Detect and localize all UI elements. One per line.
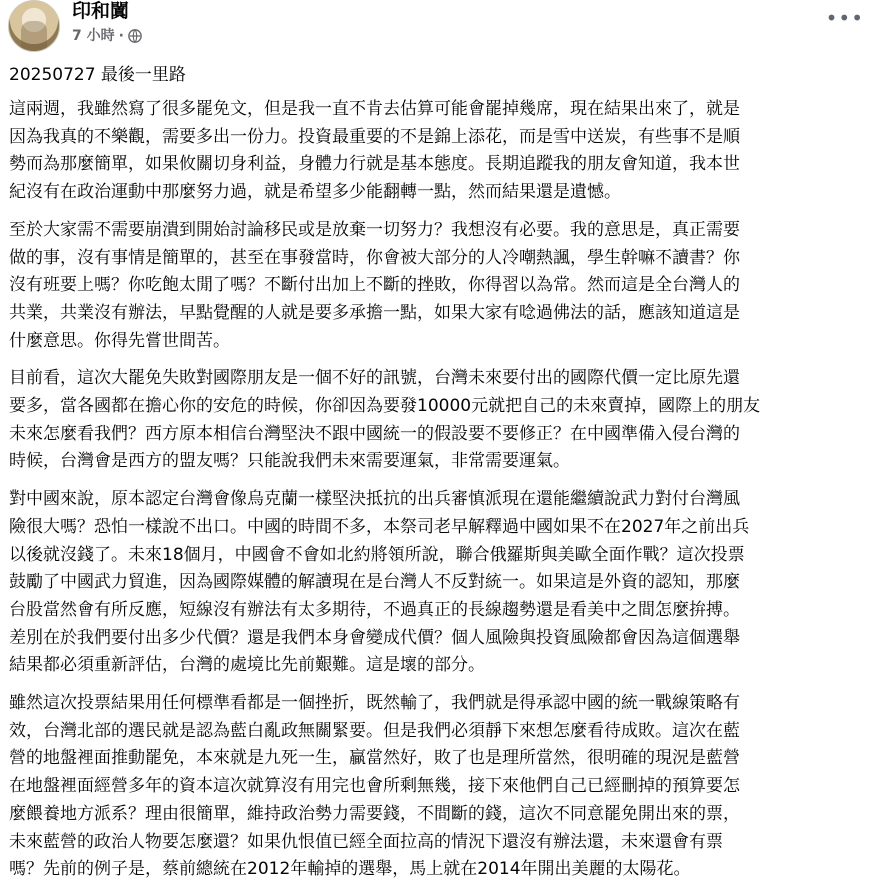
text-line: 這兩週，我雖然寫了很多罷免文，但是我一直不肯去估算可能會罷掉幾席，現在結果出來了，就是 — [9, 99, 740, 119]
text-line: 至於大家需不需要崩潰到開始討論移民或是放棄一切努力？我想沒有必要。我的意思是，真正需要 — [9, 219, 740, 240]
text-line: 台股當然會有所反應，短線沒有辦法有太多期待，不過真正的長線趨勢還是看美中之間怎麼拚搏。 — [9, 599, 740, 620]
author-name[interactable]: 印和闐 — [72, 0, 130, 22]
paragraph — [9, 217, 872, 356]
text-line: 紀沒有在政治運動中那麼努力過，就是希望多少能翻轉一點，然而結果還是遺憾。 — [9, 182, 621, 203]
text-line: 對中國來說，原本認定台灣會像烏克蘭一樣堅決抵抗的出兵審慎派現在還能繼續說武力對付台灣風 — [9, 489, 740, 510]
post-title: 20250727 最後一里路 — [9, 65, 186, 85]
globe-icon[interactable] — [128, 29, 142, 43]
more-options-button[interactable]: ••• — [825, 6, 864, 30]
text-line: 勢而為那麼簡單，如果攸關切身利益，身體力行就是基本態度。長期追蹤我的朋友會知道，我本世 — [9, 154, 740, 175]
author-avatar[interactable] — [8, 0, 60, 52]
text-line: 嗎？先前的例子是，蔡前總統在2012年輸掉的選舉，馬上就在2014年開出美麗的太陽花。 — [9, 859, 691, 880]
text-line: 鼓勵了中國武力貿進，因為國際媒體的解讀現在是台灣人不反對統一。如果這是外資的認知，那麼 — [9, 572, 740, 593]
text-line: 結果都必須重新評估，台灣的處境比先前艱難。這是壞的部分。 — [9, 655, 485, 676]
text-line: 什麼意思。你得先嘗世間苦。 — [9, 330, 230, 351]
text-line: 未來藍營的政治人物要怎麼還？如果仇恨值已經全面拉高的情況下還沒有辦法還，未來還會有票 — [9, 831, 723, 852]
text-line: 時候，台灣會是西方的盟友嗎？只能說我們未來需要運氣，非常需要運氣。 — [9, 451, 570, 472]
paragraph — [9, 690, 872, 884]
text-line: 因為我真的不樂觀，需要多出一份力。投資最重要的不是錦上添花，而是雪中送炭，有些事不是順 — [9, 126, 740, 147]
text-line: 在地盤裡面經營多年的資本這次就算沒有用完也會所剩無幾，接下來他們自己已經刪掉的預算要怎 — [9, 776, 740, 797]
post-body — [9, 96, 872, 894]
text-line: 未來怎麼看我們？西方原本相信台灣堅決不跟中國統一的假設要不要修正？在中國準備入侵台灣的 — [9, 423, 740, 444]
text-line: 麼餵養地方派系？理由很簡單，維持政治勢力需要錢，不間斷的錢，這次不同意罷免開出來的票， — [9, 803, 740, 824]
text-line: 目前看，這次大罷免失敗對國際朋友是一個不好的訊號，台灣未來要付出的國際代價一定比原先還 — [9, 368, 740, 389]
meta-separator: · — [118, 28, 124, 44]
text-line: 營的地盤裡面推動罷免，本來就是九死一生，贏當然好，敗了也是理所當然，很明確的現況是藍營 — [9, 748, 740, 769]
post-header — [8, 0, 874, 56]
text-line: 險很大嗎？恐怕一樣說不出口。中國的時間不多，本祭司老早解釋過中國如果不在2027年之前出兵 — [9, 516, 750, 537]
text-line: 雖然這次投票結果用任何標準看都是一個挫折，既然輸了，我們就是得承認中國的統一戰線策略有 — [9, 693, 740, 714]
text-line: 沒有班要上嗎？你吃飽太閒了嗎？不斷付出加上不斷的挫敗，你得習以為常。然而這是全台灣人的 — [9, 275, 740, 296]
paragraph — [9, 96, 872, 207]
text-line: 要多，當各國都在擔心你的安危的時候，你卻因為要發10000元就把自己的未來賣掉，國際上的朋友 — [9, 396, 761, 417]
text-line: 差別在於我們要付出多少代價？還是我們本身會變成代價？個人風險與投資風險都會因為這個選舉 — [9, 627, 740, 648]
text-line: 共業，共業沒有辦法，早點覺醒的人就是要多承擔一點，如果大家有唸過佛法的話，應該知道這是 — [9, 302, 740, 323]
text-line: 效，台灣北部的選民就是認為藍白亂政無關緊要。但是我們必須靜下來想怎麼看待成敗。這次在藍 — [9, 720, 740, 741]
text-line: 做的事，沒有事情是簡單的，甚至在事發當時，你會被大部分的人冷嘲熱諷，學生幹嘛不讀書？你 — [9, 247, 740, 268]
post-meta — [72, 27, 142, 45]
post-time[interactable]: 7 小時 — [72, 28, 115, 44]
paragraph — [9, 486, 872, 680]
paragraph — [9, 365, 872, 476]
text-line: 以後就沒錢了。未來18個月，中國會不會如北約將領所說，聯合俄羅斯與美歐全面作戰？這次投票 — [9, 544, 745, 565]
